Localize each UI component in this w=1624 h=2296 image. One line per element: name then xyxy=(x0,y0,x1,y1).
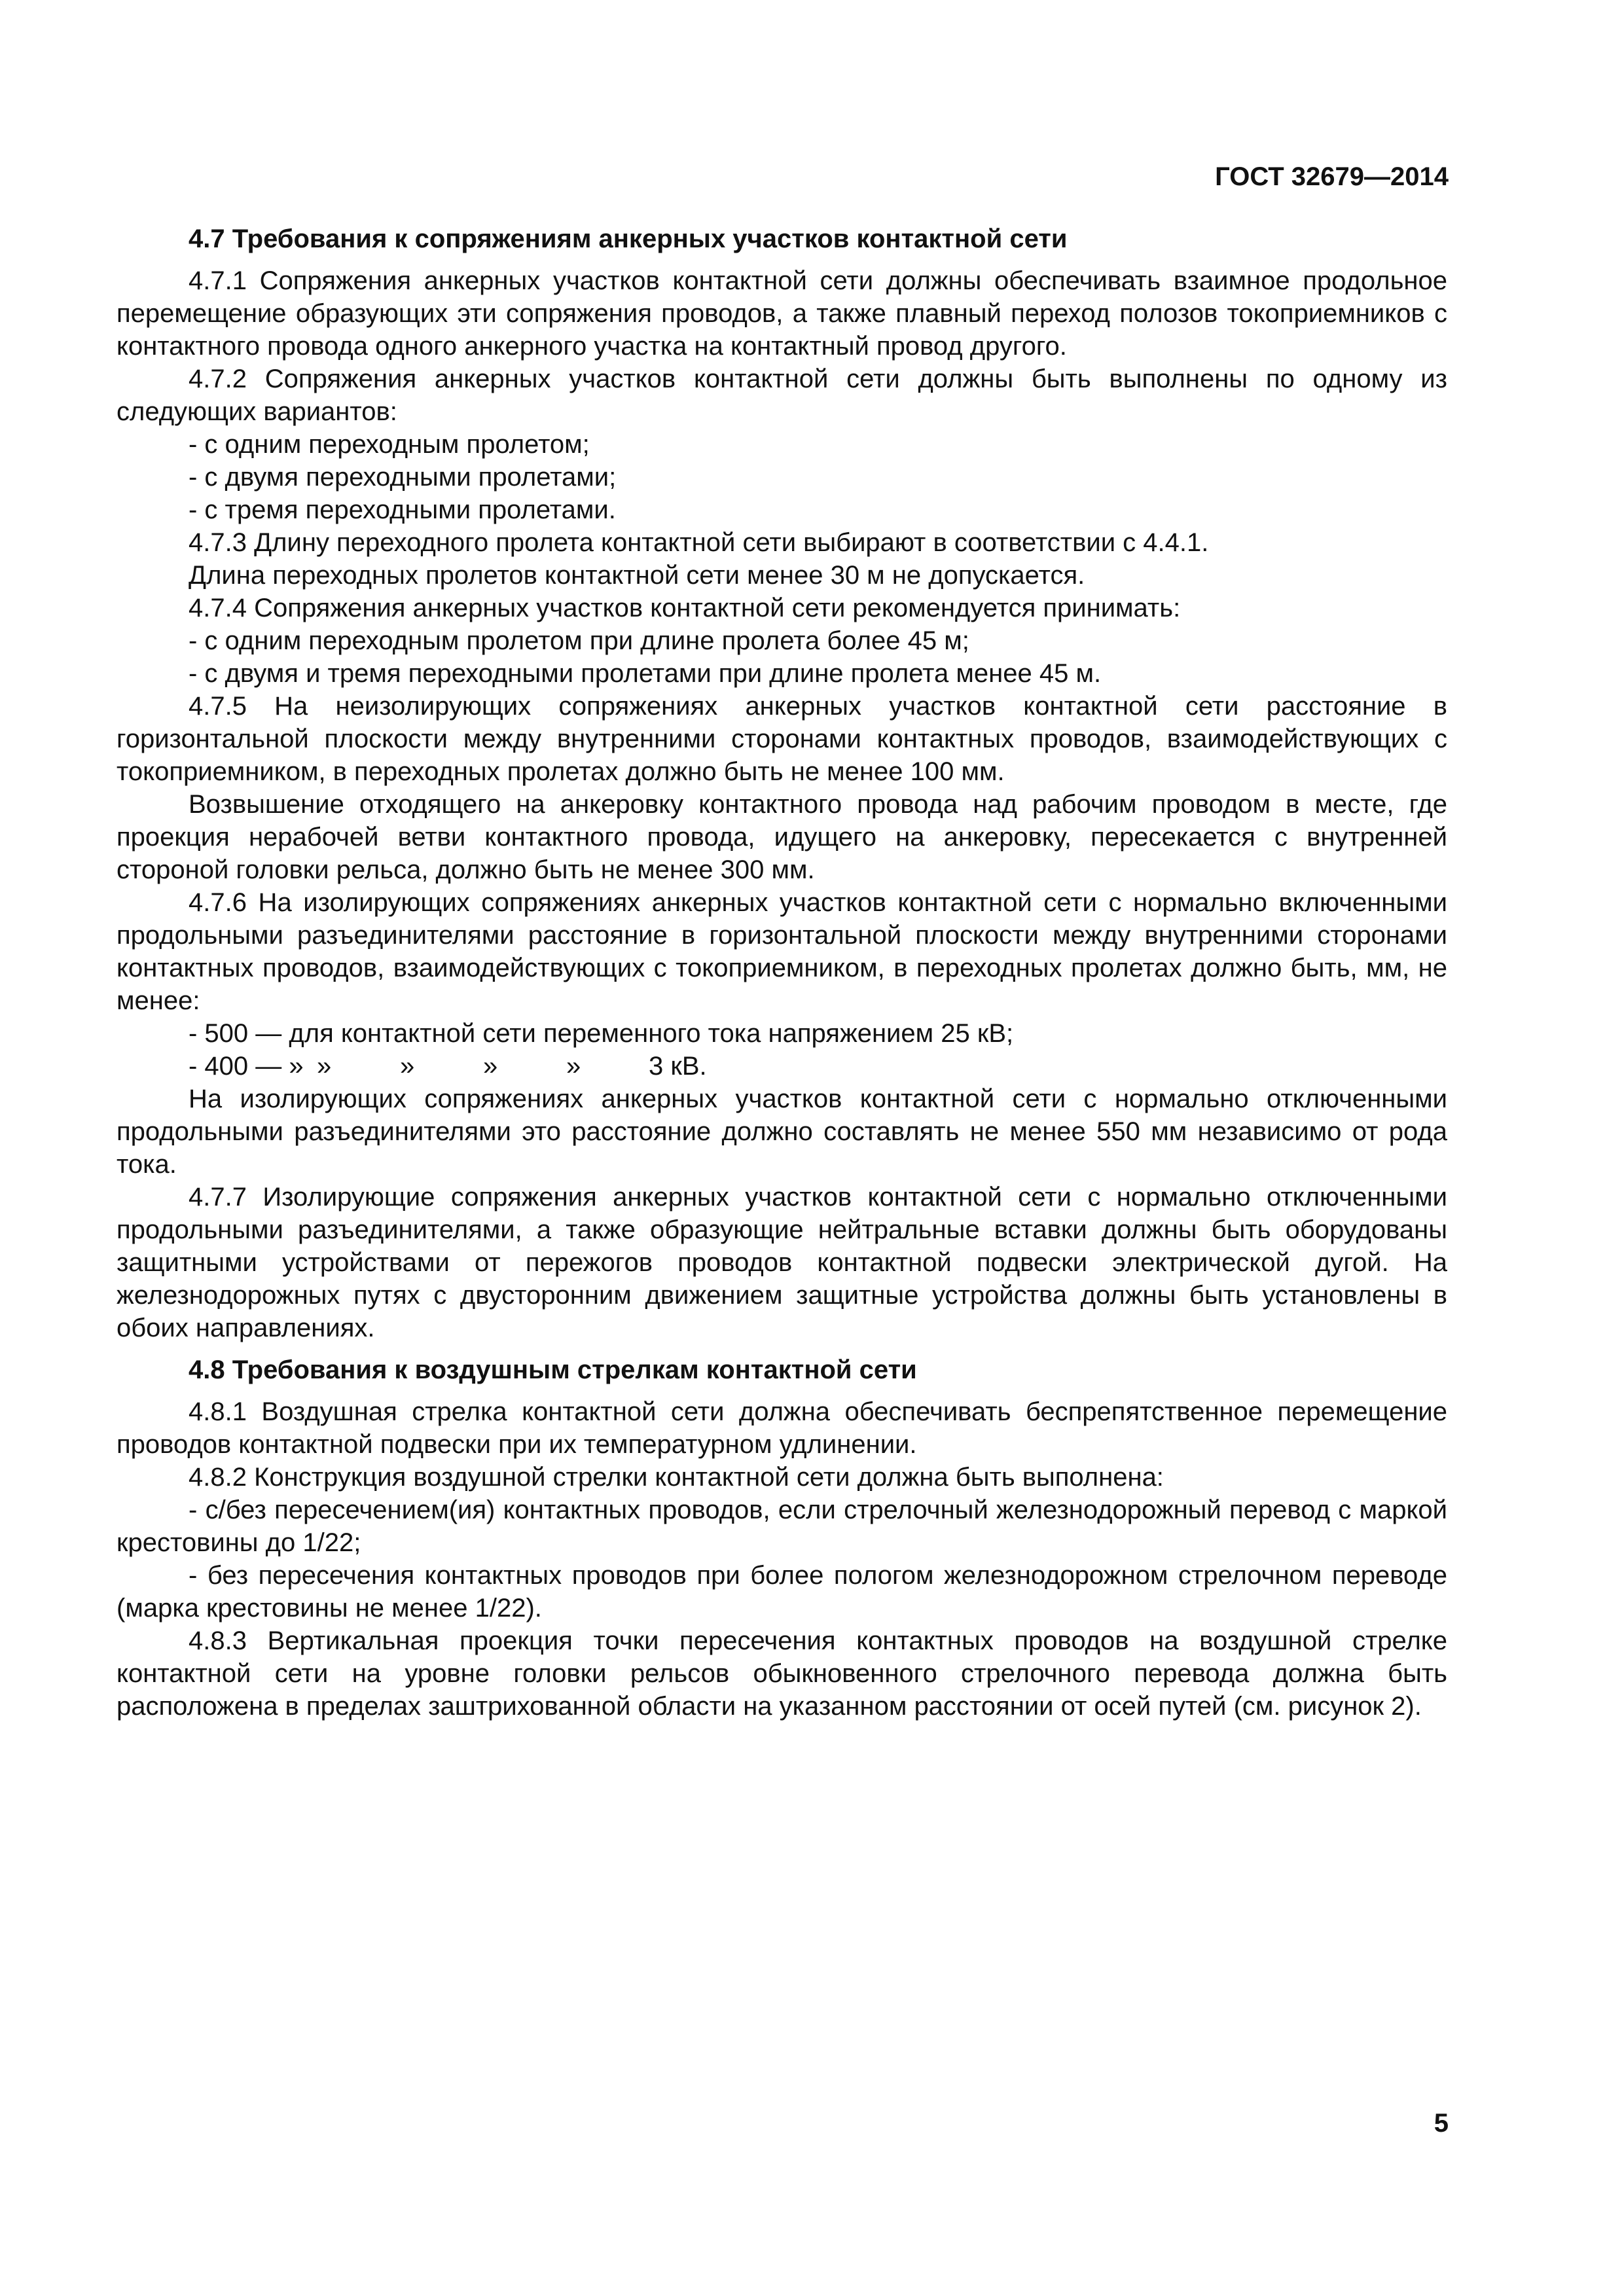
paragraph-4-8-1: 4.8.1 Воздушная стрелка контактной сети должна обеспечивать беспрепятственное перемещение проводов контактной подвески при их температурном удлинении. xyxy=(117,1397,1447,1459)
paragraph-4-7-5-elevation: Возвышение отходящего на анкеровку контактного провода над рабочим проводом в месте, где проекция нерабочей ветви контактного провода, идущего на анкеровку, пересекается с внутренней стороной головки рельса, должно быть не менее 300 мм. xyxy=(117,790,1447,884)
list-item: - с одним переходным пролетом; xyxy=(189,430,590,459)
list-item: - с двумя переходными пролетами; xyxy=(189,463,617,492)
ditto-mark: » xyxy=(566,1052,581,1081)
list-item: - 500 — для контактной сети переменного тока напряжением 25 кВ; xyxy=(189,1019,1014,1048)
paragraph-4-7-6-isolated: На изолирующих сопряжениях анкерных участков контактной сети с нормально отключенными продольными разъединителями это расстояние должно составлять не менее 550 мм независимо от рода тока. xyxy=(117,1085,1447,1179)
list-item: - с одним переходным пролетом при длине пролета более 45 м; xyxy=(189,626,969,655)
ditto-mark: » xyxy=(317,1052,332,1081)
ditto-lead: - 400 — » xyxy=(189,1052,304,1081)
paragraph-4-8-2: 4.8.2 Конструкция воздушной стрелки контактной сети должна быть выполнена: xyxy=(189,1463,1164,1492)
list-item: - с/без пересечением(ия) контактных проводов, если стрелочный железнодорожный перевод с маркой крестовины до 1/22; xyxy=(117,1496,1447,1557)
ditto-mark: » xyxy=(400,1052,415,1081)
page-number: 5 xyxy=(1434,2109,1449,2138)
paragraph-4-7-4: 4.7.4 Сопряжения анкерных участков контактной сети рекомендуется принимать: xyxy=(189,594,1181,622)
paragraph-4-7-2: 4.7.2 Сопряжения анкерных участков контактной сети должны быть выполнены по одному из следующих вариантов: xyxy=(117,365,1447,426)
section-heading-4-7: 4.7 Требования к сопряжениям анкерных участков контактной сети xyxy=(189,224,1068,253)
paragraph-4-7-7: 4.7.7 Изолирующие сопряжения анкерных участков контактной сети с нормально отключенными продольными разъединителями, а также образующие нейтральные вставки должны быть оборудованы защитными устройствами от пережогов проводов контактной подвески электрической дугой. На железнодорожных путях с двусторонним движением защитные устройства должны быть установлены в обоих направлениях. xyxy=(117,1183,1447,1342)
paragraph-4-7-3-note: Длина переходных пролетов контактной сети менее 30 м не допускается. xyxy=(189,561,1085,590)
paragraph-4-7-5: 4.7.5 На неизолирующих сопряжениях анкерных участков контактной сети расстояние в горизонтальной плоскости между внутренними сторонами контактных проводов, взаимодействующих с токоприемником, в переходных пролетах должно быть не менее 100 мм. xyxy=(117,692,1447,786)
section-heading-4-8: 4.8 Требования к воздушным стрелкам контактной сети xyxy=(189,1355,917,1384)
list-item: - с тремя переходными пролетами. xyxy=(189,495,616,524)
paragraph-4-7-6: 4.7.6 На изолирующих сопряжениях анкерных участков контактной сети с нормально включенными продольными разъединителями расстояние в горизонтальной плоскости между внутренними сторонами контактных проводов, взаимодействующих с токоприемником, в переходных пролетах должно быть, мм, не менее: xyxy=(117,888,1447,1015)
ditto-mark: » xyxy=(483,1052,498,1081)
list-item: - без пересечения контактных проводов при более пологом железнодорожном стрелочном переводе (марка крестовины не менее 1/22). xyxy=(117,1561,1447,1623)
paragraph-4-7-1: 4.7.1 Сопряжения анкерных участков контактной сети должны обеспечивать взаимное продольное перемещение образующих эти сопряжения проводов, а также плавный переход полозов токоприемников с контактного провода одного анкерного участка на контактный провод другого. xyxy=(117,266,1447,361)
list-item-ditto xyxy=(117,1050,1447,1083)
list-item: - с двумя и тремя переходными пролетами при длине пролета менее 45 м. xyxy=(189,659,1102,688)
ditto-tail: 3 кВ. xyxy=(649,1052,707,1081)
document-body xyxy=(117,223,1447,1723)
document-code: ГОСТ 32679—2014 xyxy=(1215,162,1449,191)
paragraph-4-8-3: 4.8.3 Вертикальная проекция точки пересечения контактных проводов на воздушной стрелке контактной сети на уровне головки рельсов обыкновенного стрелочного перевода должна быть расположена в пределах заштрихованной области на указанном расстоянии от осей путей (см. рисунок 2). xyxy=(117,1626,1447,1721)
paragraph-4-7-3: 4.7.3 Длину переходного пролета контактной сети выбирают в соответствии с 4.4.1. xyxy=(189,528,1209,557)
